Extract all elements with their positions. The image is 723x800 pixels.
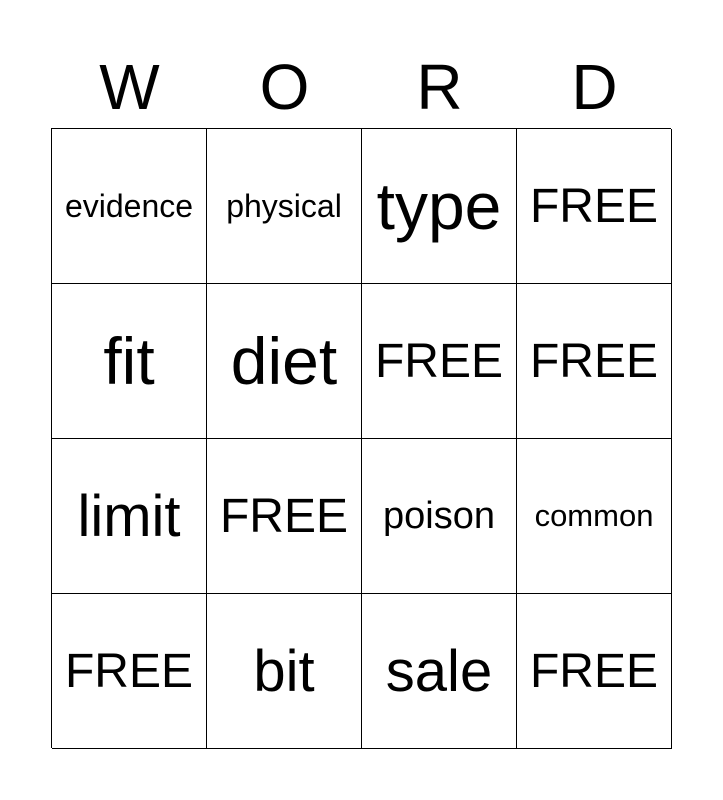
bingo-cell-r2-c0[interactable]: limit bbox=[52, 439, 207, 594]
bingo-header bbox=[52, 52, 672, 122]
bingo-cell-r2-c2[interactable]: poison bbox=[362, 439, 517, 594]
bingo-cell-r3-c2[interactable]: sale bbox=[362, 594, 517, 749]
bingo-grid bbox=[51, 128, 671, 748]
bingo-cell-r3-c1[interactable]: bit bbox=[207, 594, 362, 749]
bingo-cell-r0-c3[interactable]: FREE bbox=[517, 129, 672, 284]
header-letter-r: R bbox=[416, 51, 463, 123]
bingo-cell-r1-c2[interactable]: FREE bbox=[362, 284, 517, 439]
bingo-cell-r3-c0[interactable]: FREE bbox=[52, 594, 207, 749]
bingo-cell-r1-c3[interactable]: FREE bbox=[517, 284, 672, 439]
header-letter-d: D bbox=[571, 51, 618, 123]
header-letter-w: W bbox=[99, 51, 160, 123]
bingo-cell-r2-c3[interactable]: common bbox=[517, 439, 672, 594]
header-letter-o: O bbox=[259, 51, 310, 123]
bingo-cell-r0-c2[interactable]: type bbox=[362, 129, 517, 284]
bingo-cell-r3-c3[interactable]: FREE bbox=[517, 594, 672, 749]
bingo-cell-r2-c1[interactable]: FREE bbox=[207, 439, 362, 594]
bingo-cell-r1-c1[interactable]: diet bbox=[207, 284, 362, 439]
bingo-cell-r1-c0[interactable]: fit bbox=[52, 284, 207, 439]
bingo-cell-r0-c0[interactable]: evidence bbox=[52, 129, 207, 284]
bingo-cell-r0-c1[interactable]: physical bbox=[207, 129, 362, 284]
